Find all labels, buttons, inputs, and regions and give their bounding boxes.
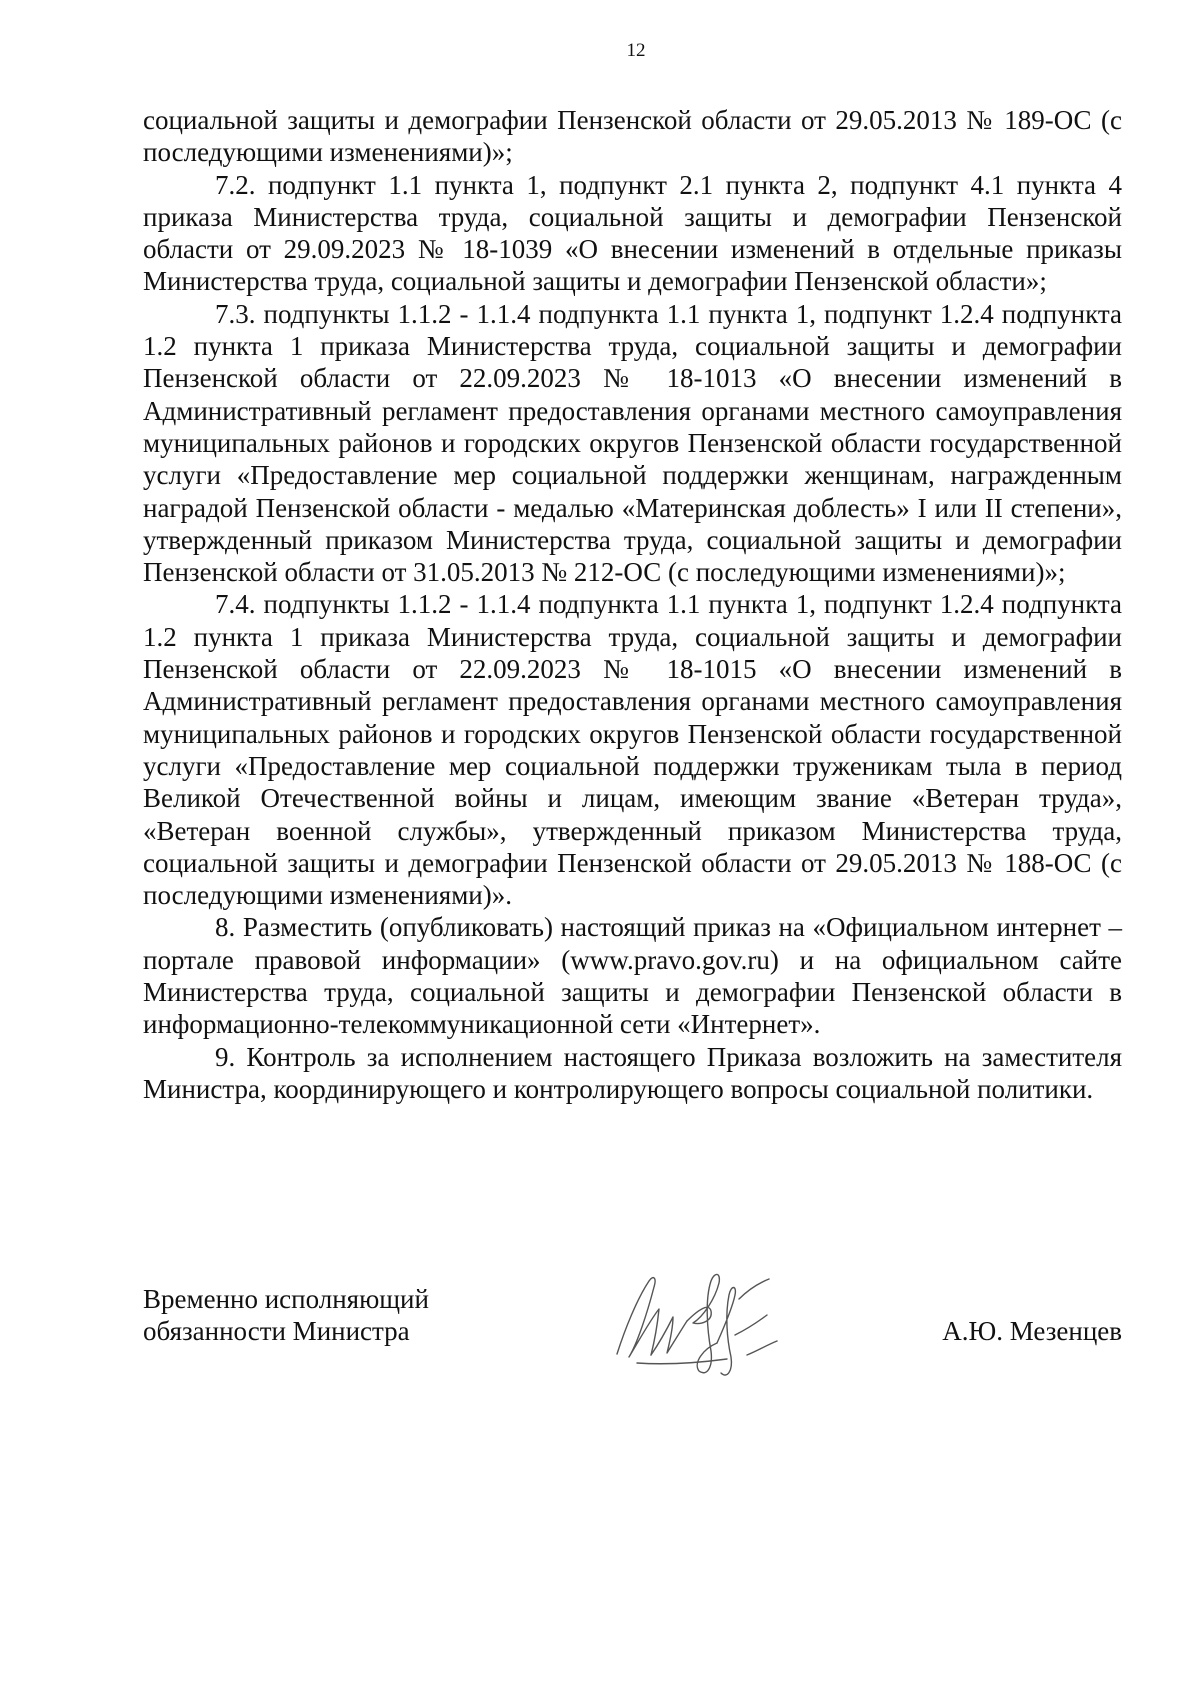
signer-name: А.Ю. Мезенцев: [942, 1316, 1122, 1346]
signer-position: [143, 1283, 429, 1348]
signer-position-line-2: обязанности Министра: [143, 1316, 410, 1347]
document-body: [143, 104, 1122, 1105]
signer-position-line-1: Временно исполняющий: [143, 1284, 429, 1314]
paragraph-7-2: 7.2. подпункт 1.1 пункта 1, подпункт 2.1 пункта 2, подпункт 4.1 пункта 4 приказа Министерства труда, социальной защиты и демографии Пензенской области от 29.09.2023 № 18-1039 «О внесении изменений в отдельные приказы Министерства труда, социальной защиты и демографии Пензенской области»;: [143, 169, 1122, 297]
paragraph-8: 8. Разместить (опубликовать) настоящий приказ на «Официальном интернет – портале правовой информации» (www.pravo.gov.ru) и на официальном сайте Министерства труда, социальной защиты и демографии Пензенской области в информационно-телекоммуникационной сети «Интернет».: [143, 912, 1122, 1040]
paragraph-7-3: 7.3. подпункты 1.1.2 - 1.1.4 подпункта 1.1 пункта 1, подпункт 1.2.4 подпункта 1.2 пункта 1 приказа Министерства труда, социальной защиты и демографии Пензенской области от 22.09.2023 № 18-1013 «О внесении изменений в Административный регламент предоставления органами местного самоуправления муниципальных районов и городских округов Пензенской области государственной услуги «Предоставление мер социальной поддержки женщинам, награжденным наградой Пензенской области - медалью «Материнская доблесть» I или II степени», утвержденный приказом Министерства труда, социальной защиты и демографии Пензенской области от 31.05.2013 № 212-ОС (с последующими изменениями)»;: [143, 298, 1122, 588]
page-number: 12: [626, 40, 646, 61]
handwritten-signature: [607, 1259, 787, 1389]
signature-block: [143, 1283, 1122, 1423]
paragraph-9: 9. Контроль за исполнением настоящего Приказа возложить на заместителя Министра, координирующего и контролирующего вопросы социальной политики.: [143, 1041, 1122, 1104]
paragraph-continuation: социальной защиты и демографии Пензенской области от 29.05.2013 № 189-ОС (с последующими изменениями)»;: [143, 105, 1122, 168]
paragraph-7-4: 7.4. подпункты 1.1.2 - 1.1.4 подпункта 1.1 пункта 1, подпункт 1.2.4 подпункта 1.2 пункта 1 приказа Министерства труда, социальной защиты и демографии Пензенской области от 22.09.2023 № 18-1015 «О внесении изменений в Административный регламент предоставления органами местного самоуправления муниципальных районов и городских округов Пензенской области государственной услуги «Предоставление мер социальной поддержки труженикам тыла в период Великой Отечественной войны и лицам, имеющим звание «Ветеран труда», «Ветеран военной службы», утвержденный приказом Министерства труда, социальной защиты и демографии Пензенской области от 29.05.2013 № 188-ОС (с последующими изменениями)».: [143, 589, 1122, 911]
